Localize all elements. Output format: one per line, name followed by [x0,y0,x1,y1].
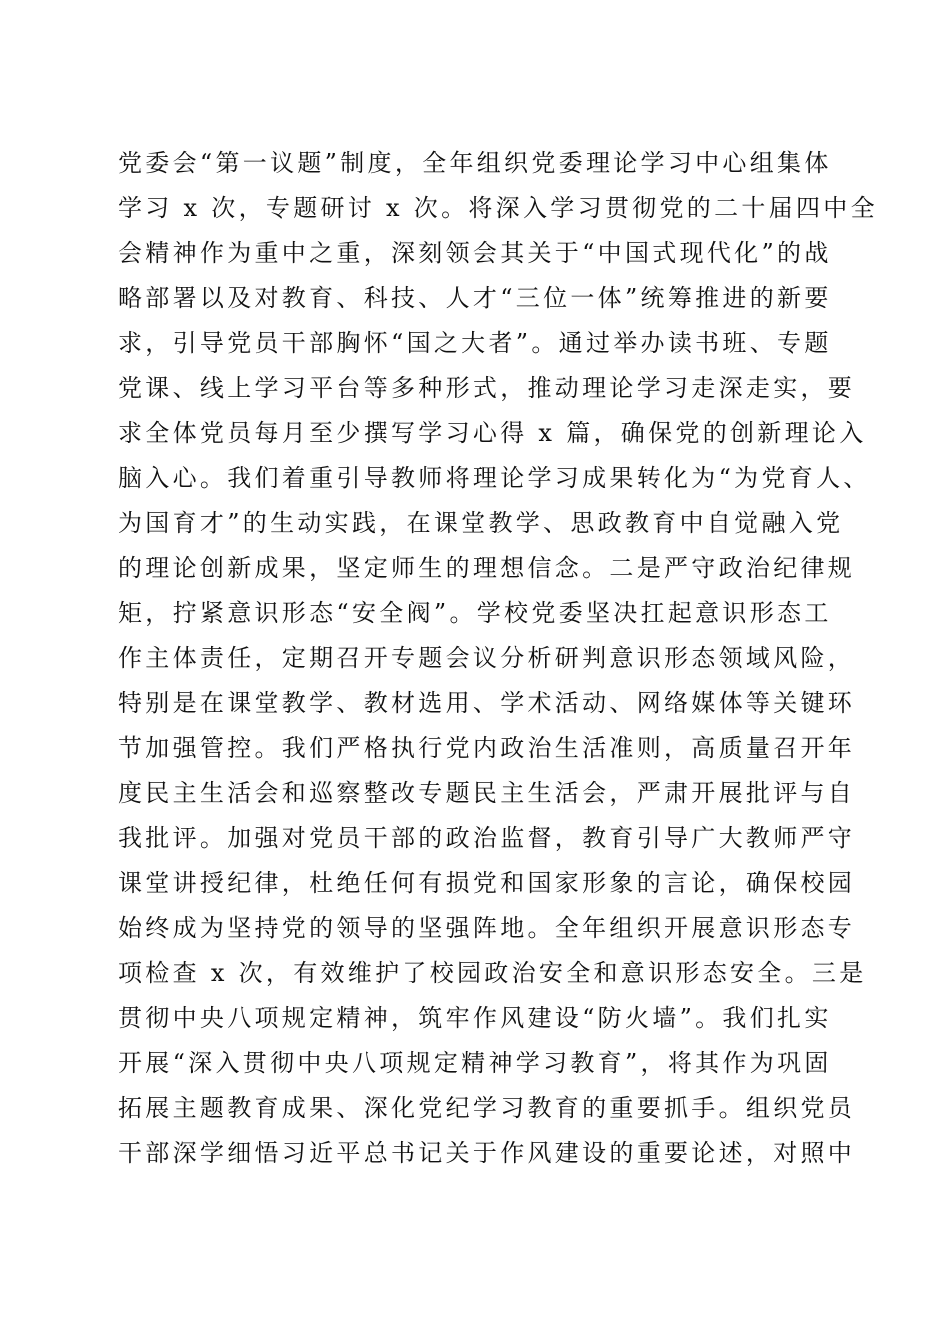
text-line: 开展“深入贯彻中央八项规定精神学习教育”，将其作为巩固 [118,1049,832,1077]
text-line: 略部署以及对教育、科技、人才“三位一体”统筹推进的新要 [118,284,832,312]
text-line: 项检查 x 次，有效维护了校园政治安全和意识形态安全。三是 [118,959,867,987]
text-line: 课堂讲授纪律，杜绝任何有损党和国家形象的言论，确保校园 [118,869,856,897]
text-line: 矩，拧紧意识形态“安全阀”。学校党委坚决扛起意识形态工 [118,599,832,627]
text-line: 我批评。加强对党员干部的政治监督，教育引导广大教师严守 [118,824,856,852]
text-line: 脑入心。我们着重引导教师将理论学习成果转化为“为党育人、 [118,464,871,492]
text-line: 始终成为坚持党的领导的坚强阵地。全年组织开展意识形态专 [118,914,856,942]
text-line: 作主体责任，定期召开专题会议分析研判意识形态领域风险， [118,644,856,672]
text-line: 会精神作为重中之重，深刻领会其关于“中国式现代化”的战 [118,239,832,267]
text-line: 贯彻中央八项规定精神，筑牢作风建设“防火墙”。我们扎实 [118,1004,832,1032]
text-line: 特别是在课堂教学、教材选用、学术活动、网络媒体等关键环 [118,689,856,717]
body-text [118,141,878,1176]
text-line: 求全体党员每月至少撰写学习心得 x 篇，确保党的创新理论入 [118,419,867,447]
text-line: 学习 x 次，专题研讨 x 次。将深入学习贯彻党的二十届四中全 [118,194,878,222]
text-line: 节加强管控。我们严格执行党内政治生活准则，高质量召开年 [118,734,856,762]
text-line: 求，引导党员干部胸怀“国之大者”。通过举办读书班、专题 [118,329,832,357]
text-line: 度民主生活会和巡察整改专题民主生活会，严肃开展批评与自 [118,779,856,807]
text-line: 党课、线上学习平台等多种形式，推动理论学习走深走实，要 [118,374,856,402]
text-line: 为国育才”的生动实践，在课堂教学、思政教育中自觉融入党 [118,509,844,537]
text-line: 的理论创新成果，坚定师生的理想信念。二是严守政治纪律规 [118,554,856,582]
text-line: 干部深学细悟习近平总书记关于作风建设的重要论述，对照中 [118,1139,856,1167]
text-line: 拓展主题教育成果、深化党纪学习教育的重要抓手。组织党员 [118,1094,856,1122]
text-line: 党委会“第一议题”制度，全年组织党委理论学习中心组集体 [118,149,832,177]
